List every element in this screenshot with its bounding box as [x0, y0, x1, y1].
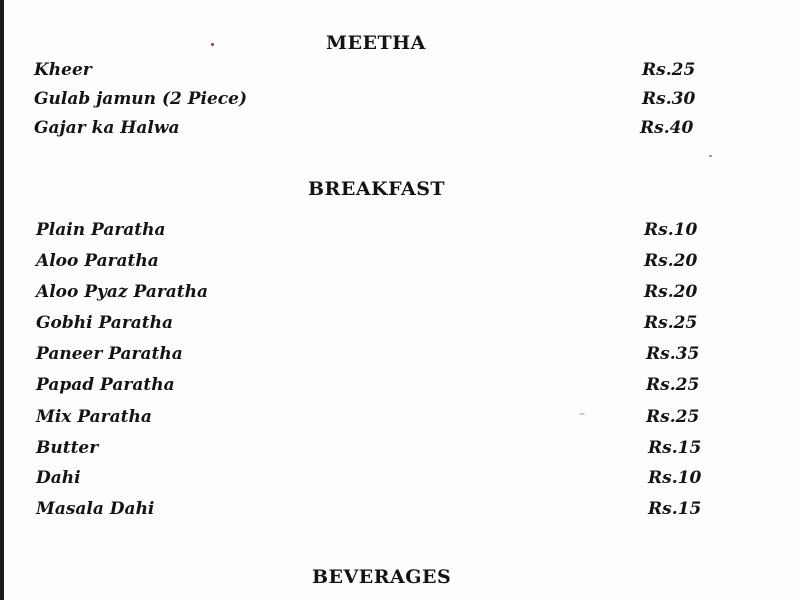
- menu-item-price: Rs.40: [640, 118, 694, 138]
- menu-item-name: Dahi: [36, 468, 81, 488]
- section-title-beverages: BEVERAGES: [312, 566, 452, 588]
- menu-item-price: Rs.10: [648, 468, 702, 488]
- paper-speck: [579, 413, 585, 415]
- menu-item-name: Plain Paratha: [36, 220, 166, 240]
- menu-item-name: Gulab jamun (2 Piece): [34, 89, 248, 109]
- menu-item-name: Aloo Paratha: [36, 251, 159, 271]
- menu-item-name: Papad Paratha: [36, 375, 175, 395]
- menu-item-price: Rs.20: [644, 251, 698, 271]
- page-left-edge: [0, 0, 4, 600]
- section-title-breakfast: BREAKFAST: [308, 178, 446, 200]
- menu-item-name: Aloo Pyaz Paratha: [36, 282, 209, 302]
- menu-item-price: Rs.35: [646, 344, 700, 364]
- menu-item-name: Gajar ka Halwa: [34, 118, 180, 138]
- paper-speck: [709, 155, 712, 157]
- menu-item-price: Rs.25: [642, 60, 696, 80]
- paper-speck: [211, 43, 214, 46]
- section-title-meetha: MEETHA: [326, 32, 426, 54]
- menu-item-price: Rs.15: [648, 499, 702, 519]
- menu-item-name: Kheer: [34, 60, 92, 80]
- menu-item-price: Rs.15: [648, 438, 702, 458]
- menu-item-price: Rs.25: [646, 407, 700, 427]
- menu-item-price: Rs.25: [646, 375, 700, 395]
- menu-item-name: Mix Paratha: [36, 407, 152, 427]
- menu-item-name: Gobhi Paratha: [36, 313, 174, 333]
- menu-item-price: Rs.20: [644, 282, 698, 302]
- menu-item-price: Rs.30: [642, 89, 696, 109]
- menu-item-price: Rs.25: [644, 313, 698, 333]
- menu-item-price: Rs.10: [644, 220, 698, 240]
- menu-item-name: Masala Dahi: [36, 499, 155, 519]
- menu-item-name: Paneer Paratha: [36, 344, 183, 364]
- menu-item-name: Butter: [36, 438, 99, 458]
